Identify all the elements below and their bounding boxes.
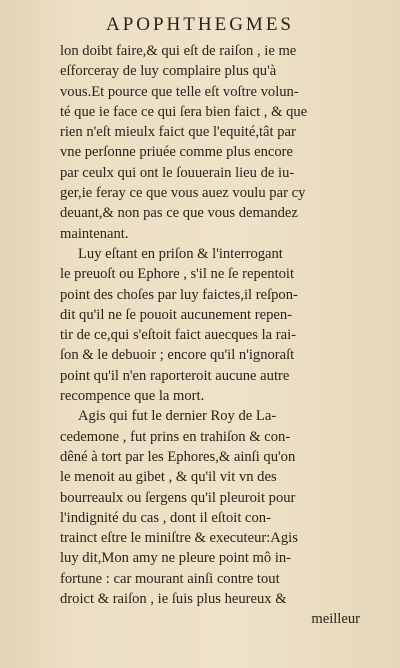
text-line: ger,ie feray ce que vous auez voulu par cy	[60, 185, 306, 202]
text-line: recompence que la mort.	[60, 388, 205, 405]
paragraph-start-line: Agis qui fut le dernier Roy de La-	[78, 408, 277, 425]
paragraph-start-line: Luy eſtant en priſon & l'interrogant	[78, 245, 283, 262]
text-line: eſforceray de luy complaire plus qu'à	[60, 63, 277, 80]
text-line: ſon & le debuoir ; encore qu'il n'ignoraſt	[60, 347, 295, 364]
text-line: l'indignité du cas , dont il eſtoit con-	[60, 509, 271, 526]
text-line: point qu'il n'en raporteroit aucune autre	[60, 367, 290, 384]
text-block	[60, 41, 360, 630]
text-line: dit qu'il ne ſe pouoit aucunement repen-	[60, 306, 293, 323]
catchword: meilleur	[311, 611, 360, 628]
text-line: luy dit,Mon amy ne pleure point mô in-	[60, 550, 292, 567]
text-line: point des choſes par luy faictes,il reſpon-	[60, 286, 298, 303]
text-line: droict & raiſon , ie ſuis plus heureux &	[60, 591, 287, 608]
text-line: bourreaulx ou ſergens qu'il pleuroit pour	[60, 489, 296, 506]
text-line: tir de ce,qui s'eſtoit faict auecques la rai-	[60, 327, 297, 344]
text-line: par ceulx qui ont le ſouuerain lieu de iu-	[60, 164, 295, 181]
text-line: rien n'eſt mieulx faict que l'equité,tât par	[60, 124, 296, 141]
text-line: le menoit au gibet , & qu'il vit vn des	[60, 469, 277, 486]
text-line: vous.Et pource que telle eſt voſtre volun-	[60, 83, 299, 100]
running-head: APOPHTHEGMES	[105, 14, 295, 35]
text-line: cedemone , fut prins en trahiſon & con-	[60, 428, 291, 445]
text-line: le preuoſt ou Ephore , s'il ne ſe repentoit	[60, 266, 295, 283]
text-line: maintenant.	[60, 225, 129, 242]
text-line: trainct eſtre le miniſtre & executeur:Agis	[60, 530, 298, 547]
text-line: dêné à tort par les Ephores,& ainſi qu'on	[60, 448, 296, 465]
text-line: fortune : car mourant ainſi contre tout	[60, 570, 280, 587]
text-line: té que ie face ce qui ſera bien faict , & que	[60, 103, 308, 120]
text-line: lon doibt faire,& qui eſt de raiſon , ie me	[60, 43, 297, 59]
text-line: deuant,& non pas ce que vous demandez	[60, 205, 298, 222]
text-line: vne perſonne priuée comme plus encore	[60, 144, 294, 161]
